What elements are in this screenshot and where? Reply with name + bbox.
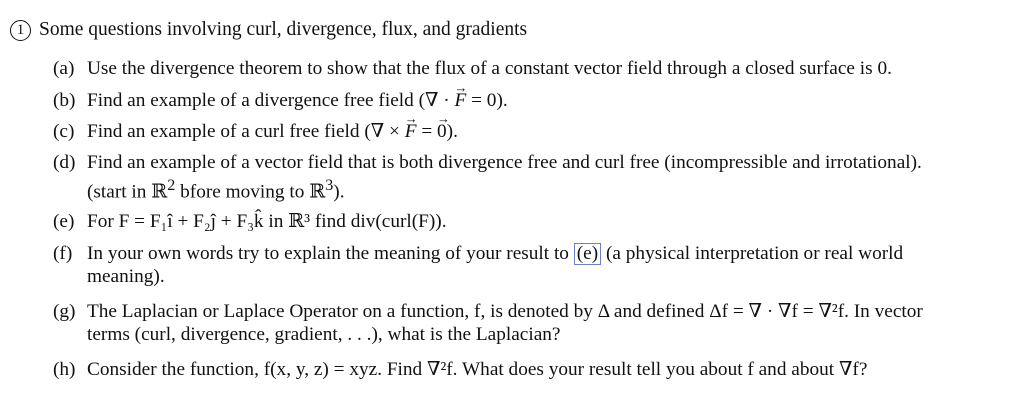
item-text: Consider the function, f(x, y, z) = xyz. Find ∇²f. What does your result tell you about f and about ∇f? <box>87 359 868 380</box>
item-label: (h) <box>53 359 76 380</box>
item-label: (b) <box>53 90 76 111</box>
item-text: Use the divergence theorem to show that the flux of a constant vector field through a closed surface is 0. <box>87 58 892 79</box>
item-label: (c) <box>53 121 75 142</box>
item-text: Find an example of a divergence free field (∇ · <box>87 90 455 111</box>
question-title: Some questions involving curl, divergence, flux, and gradients <box>39 19 528 40</box>
item-f <box>53 242 903 288</box>
zero-vector: → 0 <box>437 120 447 143</box>
item-d <box>53 151 922 203</box>
item-text-line1-end: (a physical interpretation or real world <box>601 243 904 264</box>
item-text-line2c: ). <box>333 181 345 203</box>
item-text-line2a: (start in ℝ <box>87 181 168 203</box>
item-text-end: ). <box>446 121 458 142</box>
item-label: (f) <box>53 243 73 264</box>
item-h <box>53 358 867 381</box>
equals: = <box>416 121 438 142</box>
question-number-circle: 1 <box>10 20 31 41</box>
item-text-line2b: bfore moving to ℝ <box>175 181 326 203</box>
vector-f: → F <box>405 120 417 143</box>
item-text-line2: terms (curl, divergence, gradient, . . .), what is the Laplacian? <box>87 324 561 345</box>
item-c <box>53 120 458 143</box>
item-label: (d) <box>53 152 76 173</box>
vector-f: → F <box>455 89 467 112</box>
item-text-line2: meaning). <box>87 266 165 287</box>
item-label: (g) <box>53 301 76 322</box>
item-label: (a) <box>53 58 75 79</box>
item-text: For F = F₁î + F₂ĵ + F₃k̂ in ℝ³ find div(curl(F)). <box>87 211 447 232</box>
exponent: 2 <box>167 177 176 194</box>
item-text-line1: In your own words try to explain the meaning of your result to <box>87 243 574 264</box>
reference-link-e[interactable]: (e) <box>574 243 601 265</box>
exponent: 3 <box>325 177 334 194</box>
item-text-line1: The Laplacian or Laplace Operator on a function, f, is denoted by Δ and defined Δf = ∇ · ∇f = ∇²f. In vector <box>87 301 923 322</box>
item-text-end: = 0). <box>466 90 508 111</box>
item-a <box>53 57 892 80</box>
question-header <box>10 19 527 41</box>
item-text: Find an example of a curl free field (∇ × <box>87 121 405 142</box>
item-label: (e) <box>53 211 75 232</box>
item-text-line1: Find an example of a vector field that is both divergence free and curl free (incompressible and irrotational). <box>87 152 922 173</box>
item-g <box>53 300 923 346</box>
item-e <box>53 210 447 233</box>
